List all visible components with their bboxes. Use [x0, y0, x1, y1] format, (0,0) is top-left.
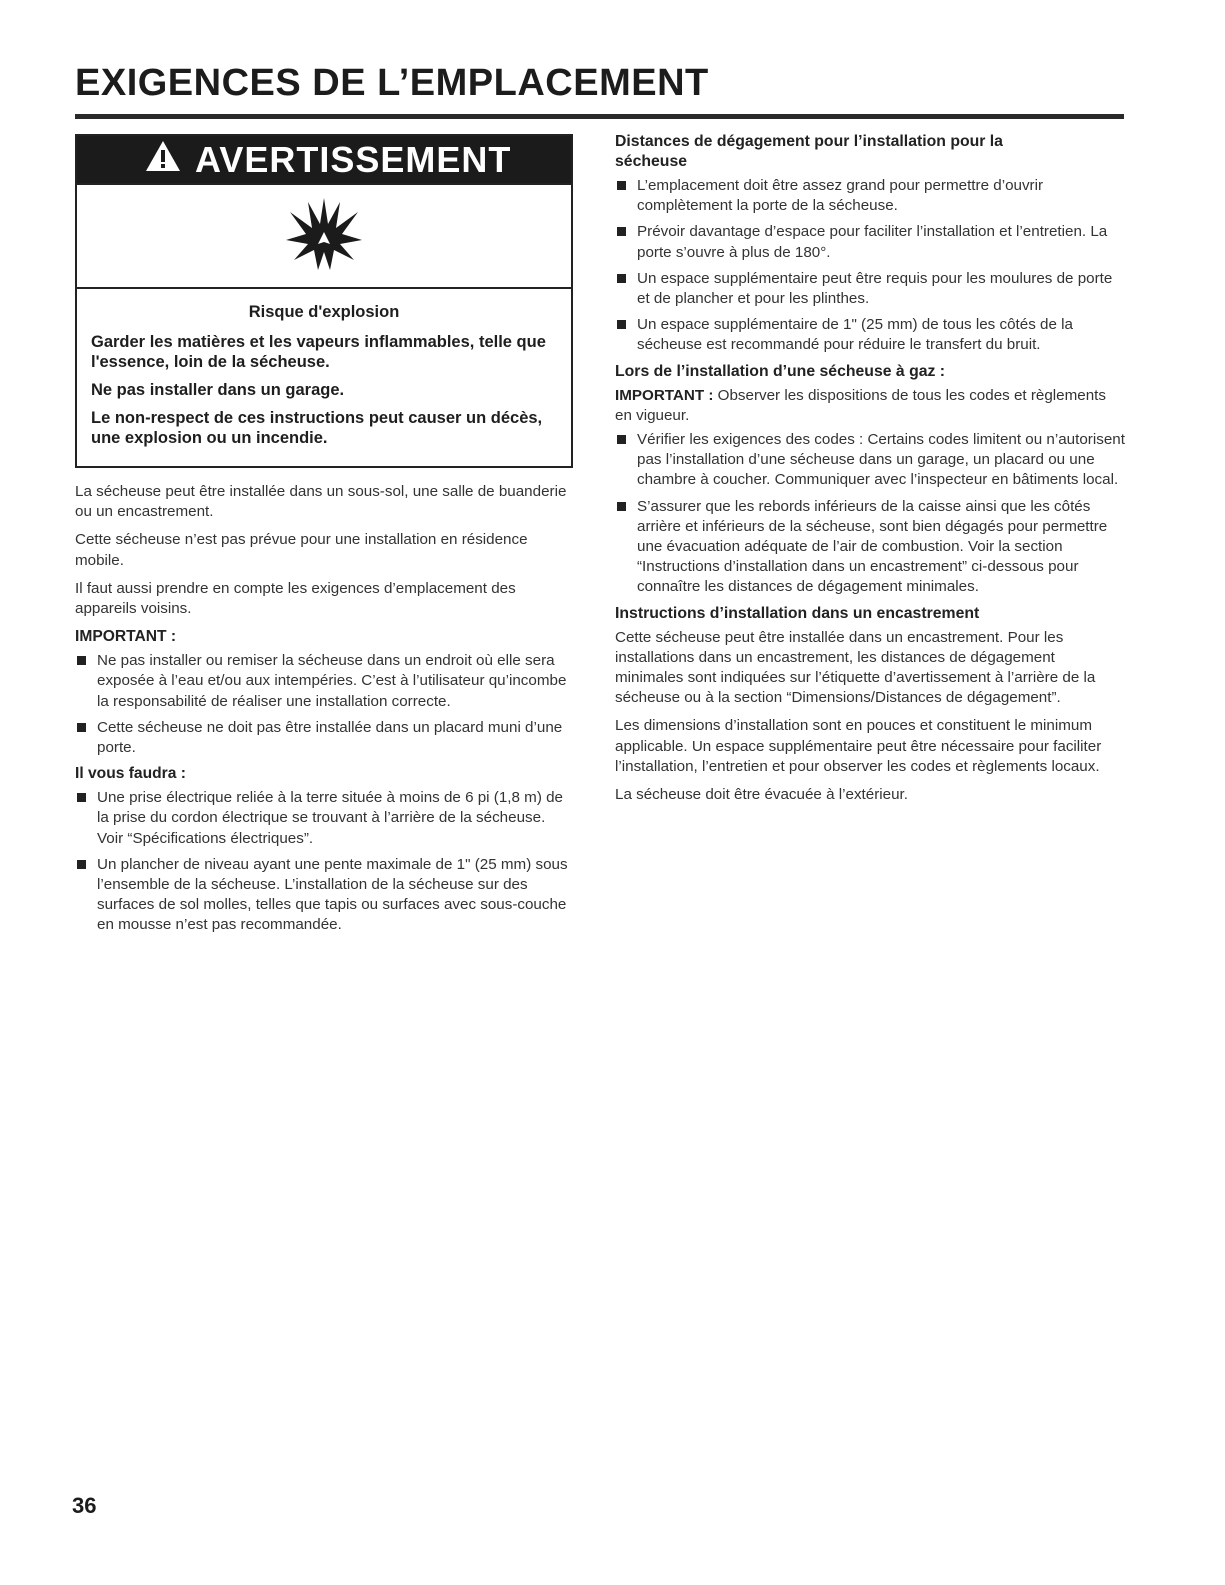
clearance-list — [615, 176, 1125, 356]
bullet-icon — [617, 502, 626, 511]
warning-triangle-icon — [145, 139, 181, 181]
page-title: EXIGENCES DE L’EMPLACEMENT — [75, 62, 709, 104]
list-item — [75, 651, 575, 712]
need-heading: Il vous faudra : — [75, 765, 186, 783]
recess-heading: Instructions d’installation dans un encastrement — [615, 604, 980, 622]
bullet-icon — [77, 793, 86, 802]
right-column — [615, 132, 1125, 805]
bullet-icon — [77, 723, 86, 732]
important-label: IMPORTANT : — [75, 628, 177, 646]
gas-important-text: Observer les dispositions de tous les codes et règlements en vigueur. — [615, 386, 1106, 424]
explosion-icon — [284, 194, 364, 279]
list-item — [75, 855, 575, 936]
paragraph: Les dimensions d’installation sont en pouces et constituent le minimum applicable. Un espace supplémentaire peut être nécessaire pour faciliter l’installation, l’entretien et pour observer les codes et règlements locaux. — [615, 717, 1102, 775]
warning-line: Garder les matières et les vapeurs inflammables, telle que l'essence, loin de la sécheuse. — [91, 333, 546, 371]
list-item-text: Vérifier les exigences des codes : Certains codes limitent ou n’autorisent pas l’installation d’une sécheuse dans un garage, un placard ou une chambre à coucher. Communiquer avec l’inspecteur en bâtiments local. — [637, 431, 1125, 489]
bullet-icon — [617, 274, 626, 283]
gas-important — [615, 386, 1125, 426]
list-item-text: Un espace supplémentaire peut être requis pour les moulures de porte et de plancher et pour les plinthes. — [637, 269, 1113, 308]
list-item-text: Un plancher de niveau ayant une pente maximale de 1" (25 mm) sous l’ensemble de la sécheuse. L’installation de la sécheuse sur des surfaces de sol molles, telles que tapis ou surfaces avec sous-couche en mousse n’est pas recommandée. — [97, 855, 568, 934]
warning-header — [77, 136, 571, 185]
bullet-icon — [617, 320, 626, 329]
gas-important-label: IMPORTANT : — [615, 386, 714, 404]
paragraph: Il faut aussi prendre en compte les exigences d’emplacement des appareils voisins. — [75, 579, 516, 618]
paragraph: Cette sécheuse n’est pas prévue pour une installation en résidence mobile. — [75, 531, 528, 569]
list-item — [615, 176, 1125, 216]
bullet-icon — [77, 656, 86, 665]
list-item — [615, 222, 1125, 262]
warning-symbol — [77, 185, 571, 289]
list-item-text: Une prise électrique reliée à la terre située à moins de 6 pi (1,8 m) de la prise du cordon électrique se trouvant à l’arrière de la sécheuse. Voir “Spécifications électriques”. — [97, 789, 563, 847]
list-item-text: Un espace supplémentaire de 1" (25 mm) de tous les côtés de la sécheuse est recommandé pour réduire le transfert du bruit. — [637, 316, 1073, 354]
warning-box — [75, 134, 573, 468]
title-rule — [75, 114, 1124, 119]
paragraph: La sécheuse doit être évacuée à l’extérieur. — [615, 786, 908, 804]
bullet-icon — [617, 435, 626, 444]
warning-header-label: AVERTISSEMENT — [195, 138, 512, 180]
gas-list — [615, 430, 1125, 598]
list-item-text: Cette sécheuse ne doit pas être installée dans un placard muni d’une porte. — [97, 718, 563, 757]
bullet-icon — [77, 860, 86, 869]
warning-hazard: Risque d'explosion — [248, 303, 400, 321]
warning-line: Le non-respect de ces instructions peut causer un décès, une explosion ou un incendie. — [91, 409, 543, 447]
list-item-text: S’assurer que les rebords inférieurs de la caisse ainsi que les côtés arrière et inférieurs de la sécheuse, sont bien dégagés pour permettre une évacuation adéquate de l’air de combustion. Voir la section “Instructions d’installation dans un encastrement” ci-dessous pour connaître les distances de dégagement minimales. — [637, 497, 1108, 596]
left-column — [75, 134, 575, 942]
list-item — [615, 497, 1125, 598]
gas-heading: Lors de l’installation d’une sécheuse à gaz : — [615, 362, 946, 380]
bullet-icon — [617, 181, 626, 190]
clearance-heading: Distances de dégagement pour l’installation pour la sécheuse — [615, 133, 1003, 170]
warning-line: Ne pas installer dans un garage. — [91, 381, 345, 399]
warning-body — [77, 289, 571, 466]
need-list — [75, 788, 575, 935]
page-number: 36 — [72, 1493, 97, 1518]
list-item-text: L’emplacement doit être assez grand pour permettre d’ouvrir complètement la porte de la sécheuse. — [637, 177, 1044, 215]
bullet-icon — [617, 227, 626, 236]
paragraph: La sécheuse peut être installée dans un sous-sol, une salle de buanderie ou un encastrement. — [75, 483, 567, 521]
list-item — [615, 430, 1125, 491]
list-item — [75, 718, 575, 758]
list-item — [615, 315, 1125, 355]
list-item-text: Ne pas installer ou remiser la sécheuse dans un endroit où elle sera exposée à l’eau et/ou aux intempéries. C’est à l’utilisateur qu’incombe la responsabilité de réaliser une installation correcte. — [97, 652, 567, 710]
list-item — [615, 269, 1125, 309]
list-item — [75, 788, 575, 849]
paragraph: Cette sécheuse peut être installée dans un encastrement. Pour les installations dans un encastrement, les distances de dégagement minimales sont indiquées sur l’étiquette d’avertissement à l’arrière de la sécheuse ou à la section “Dimensions/Distances de dégagement”. — [615, 628, 1096, 707]
important-list — [75, 651, 575, 758]
list-item-text: Prévoir davantage d’espace pour faciliter l’installation et l’entretien. La porte s’ouvre à plus de 180°. — [637, 223, 1108, 261]
